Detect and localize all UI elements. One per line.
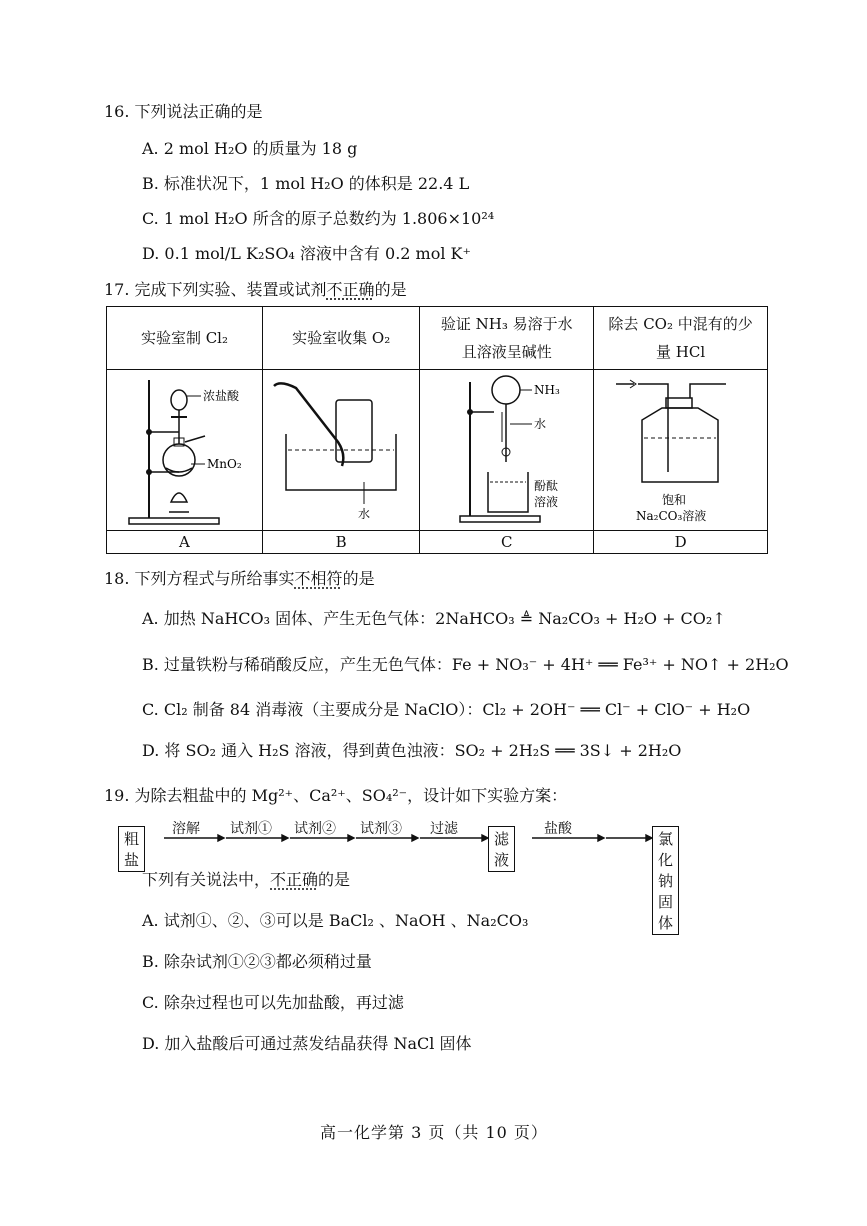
label-c: C [420,531,594,554]
q19-option-a: A. 试剂①、②、③可以是 BaCl₂ 、NaOH 、Na₂CO₃ [142,911,529,930]
q19-option-b: B. 除杂试剂①②③都必须稍过量 [142,952,372,971]
q16-option-d: D. 0.1 mol/L K₂SO₄ 溶液中含有 0.2 mol K⁺ [142,244,471,263]
header-d: 除去 CO₂ 中混有的少量 HCl [594,307,768,370]
apparatus-a [107,370,263,531]
label-b: B [262,531,419,554]
flow-step-reagent2: 试剂② [294,821,336,837]
apparatus-d [594,370,768,531]
label-d: D [594,531,768,554]
q16-option-a: A. 2 mol H₂O 的质量为 18 g [142,139,358,158]
fig-b-label-water: 水 [358,507,371,521]
header-a: 实验室制 Cl₂ [107,307,263,370]
q16-option-c: C. 1 mol H₂O 所含的原子总数约为 1.806×10²⁴ [142,209,495,228]
flow-filtrate-box: 滤液 [488,826,515,872]
fig-d-label-na2co3: Na₂CO₃溶液 [635,509,706,523]
fig-a-label-mno2: MnO₂ [207,457,243,471]
apparatus-b [262,370,419,531]
fig-c-label-phenol: 酚酞 [533,479,558,493]
flow-step-dissolve: 溶解 [172,821,200,837]
flow-step-hcl: 盐酸 [544,821,572,837]
gas-washing-bottle-figure [606,372,756,528]
oxygen-collection-figure [266,372,416,528]
q18-option-d: D. 将 SO₂ 通入 H₂S 溶液，得到黄色浊液：SO₂ + 2H₂S ══ 3S↓ + 2H₂O [142,741,682,760]
flow-start-box: 粗盐 [118,826,145,872]
fig-a-label-hcl: 浓盐酸 [203,389,240,403]
flow-end-box: 氯化钠固体 [652,826,679,935]
q18-emphasis: 不相符 [294,569,343,588]
q17-emphasis: 不正确 [326,280,375,299]
q19-option-d: D. 加入盐酸后可通过蒸发结晶获得 NaCl 固体 [142,1034,472,1053]
apparatus-c [420,370,594,531]
q18-option-a: A. 加热 NaHCO₃ 固体、产生无色气体：2NaHCO₃ ≜ Na₂CO₃ + H₂O + CO₂↑ [142,609,726,628]
flow-step-reagent3: 试剂③ [360,821,402,837]
q16-stem: 16. 下列说法正确的是 [104,102,263,121]
q19-stem: 19. 为除去粗盐中的 Mg²⁺、Ca²⁺、SO₄²⁻，设计如下实验方案： [104,786,568,805]
header-b: 实验室收集 O₂ [262,307,419,370]
q19-emphasis: 不正确 [270,870,319,889]
q19-subquestion: 下列有关说法中，不正确的是 [142,870,351,889]
page-footer: 高一化学第 3 页（共 10 页） [320,1123,548,1142]
q19-option-c: C. 除杂过程也可以先加盐酸，再过滤 [142,993,404,1012]
fig-c-label-water: 水 [533,417,546,431]
fig-c-label-solution: 溶液 [533,495,558,509]
fountain-experiment-figure [432,372,582,528]
q18-option-b: B. 过量铁粉与稀硝酸反应，产生无色气体：Fe + NO₃⁻ + 4H⁺ ══ Fe³⁺ + NO↑ + 2H₂O [142,655,789,674]
chlorine-generator-figure [109,372,259,528]
flow-step-filter: 过滤 [430,821,458,837]
q17-stem: 17. 完成下列实验、装置或试剂不正确的是 [104,280,407,299]
label-a: A [107,531,263,554]
q16-option-b: B. 标准状况下，1 mol H₂O 的体积是 22.4 L [142,174,470,193]
q18-stem: 18. 下列方程式与所给事实不相符的是 [104,569,375,588]
experiment-table [106,306,768,554]
q18-option-c: C. Cl₂ 制备 84 消毒液（主要成分是 NaClO）：Cl₂ + 2OH⁻ ══ Cl⁻ + ClO⁻ + H₂O [142,700,751,719]
flow-step-reagent1: 试剂① [230,821,272,837]
fig-d-label-saturated: 饱和 [661,493,686,507]
fig-c-label-nh3: NH₃ [533,383,560,397]
header-c: 验证 NH₃ 易溶于水且溶液呈碱性 [420,307,594,370]
